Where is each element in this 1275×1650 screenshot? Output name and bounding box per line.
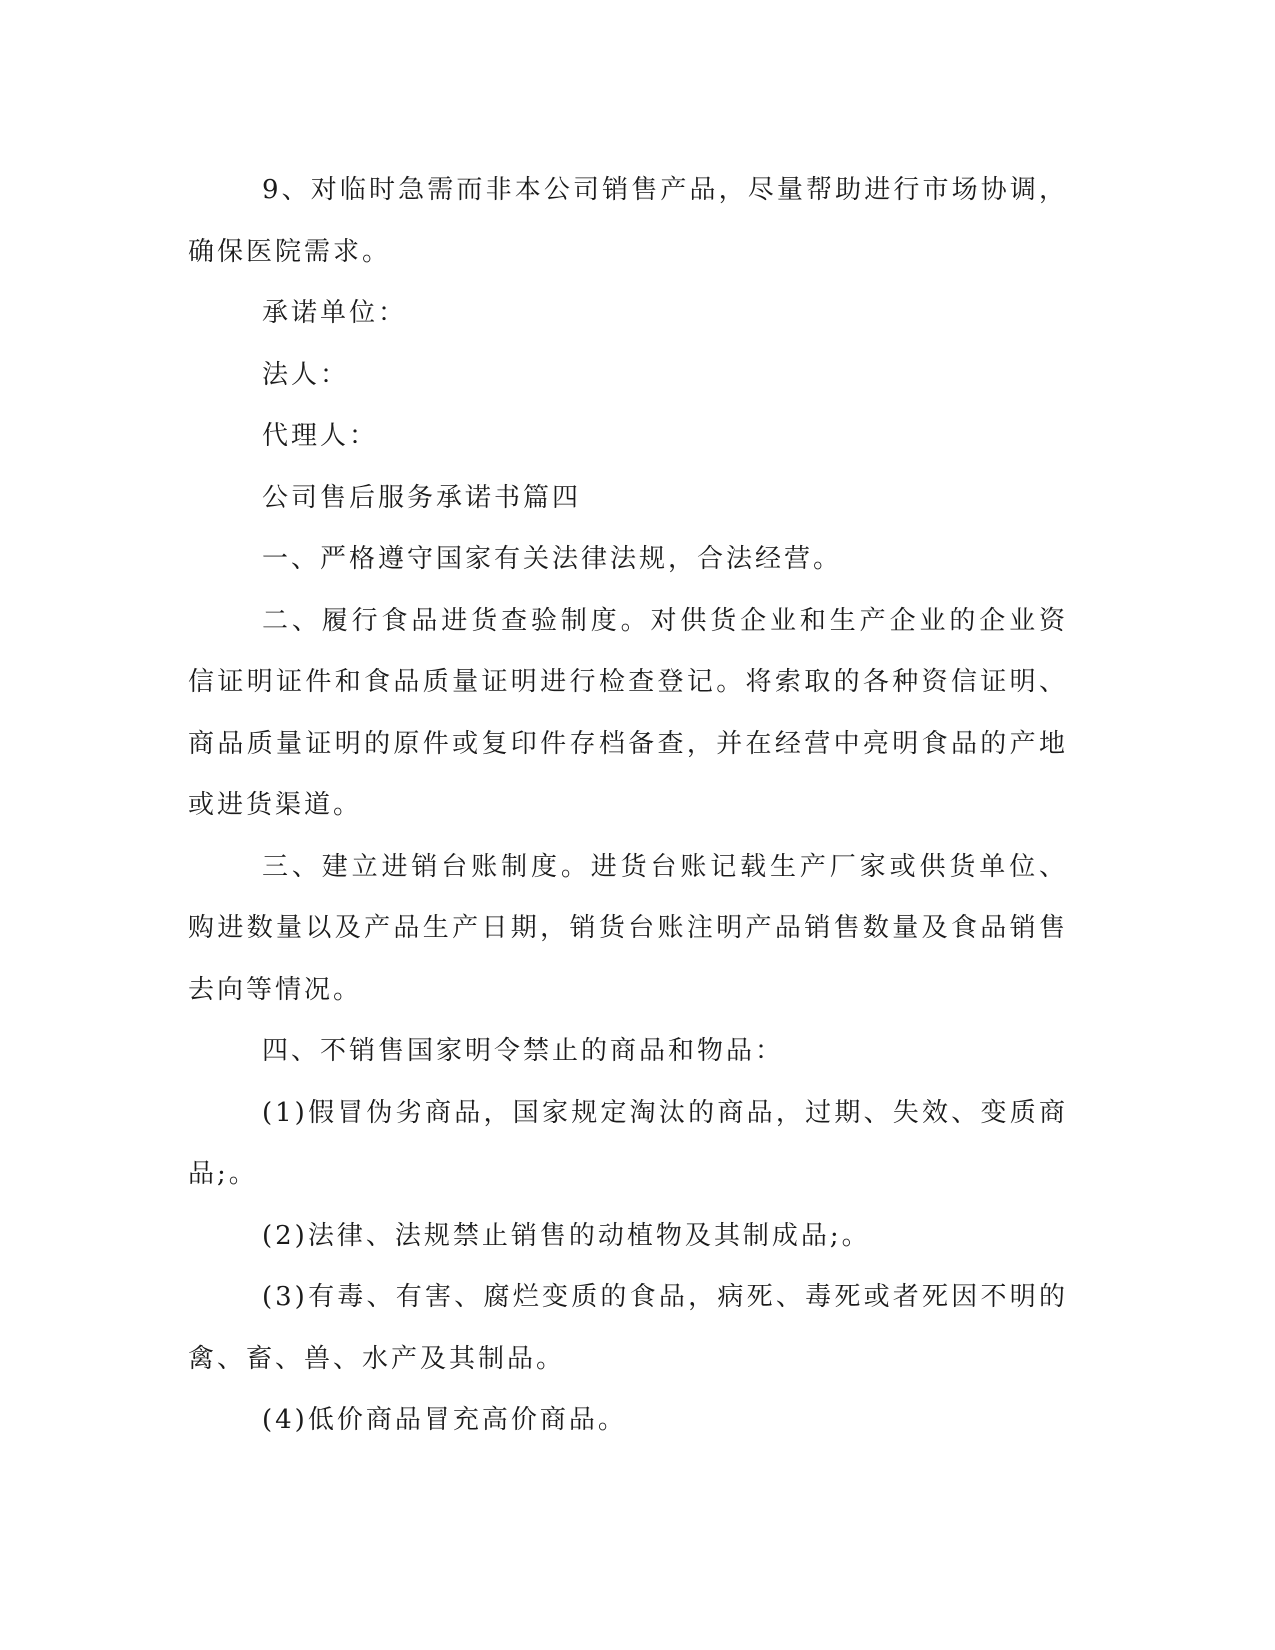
paragraph-subitem-4: (4)低价商品冒充高价商品。 (262, 1405, 627, 1435)
paragraph-clause-1: 一、严格遵守国家有关法律法规，合法经营。 (262, 544, 843, 574)
paragraph-clause-3: 三、建立进销台账制度。进货台账记载生产厂家或供货单位、购进数量以及产品生产日期，销货台账注明产品销售数量及食品销售去向等情况。 (188, 851, 1068, 1005)
paragraph-subitem-3: (3)有毒、有害、腐烂变质的食品，病死、毒死或者死因不明的禽、畜、兽、水产及其制品。 (188, 1282, 1068, 1374)
legal-person-line: 法人： (262, 359, 350, 390)
agent-line: 代理人： (262, 421, 379, 451)
paragraph-clause-4: 四、不销售国家明令禁止的商品和物品： (262, 1036, 785, 1066)
paragraph-clause-2: 二、履行食品进货查验制度。对供货企业和生产企业的企业资信证明证件和食品质量证明进行检查登记。将索取的各种资信证明、商品质量证明的原件或复印件存档备查，并在经营中亮明食品的产地或进货渠道。 (188, 605, 1068, 820)
document-body (188, 160, 1068, 1452)
paragraph-subitem-1: (1)假冒伪劣商品，国家规定淘汰的商品，过期、失效、变质商品;。 (188, 1097, 1068, 1189)
paragraph-item-9: 9、对临时急需而非本公司销售产品，尽量帮助进行市场协调，确保医院需求。 (188, 175, 1068, 267)
paragraph-subitem-2: (2)法律、法规禁止销售的动植物及其制成品;。 (262, 1220, 871, 1251)
section-heading: 公司售后服务承诺书篇四 (262, 482, 582, 513)
promising-unit-line: 承诺单位： (262, 298, 408, 328)
